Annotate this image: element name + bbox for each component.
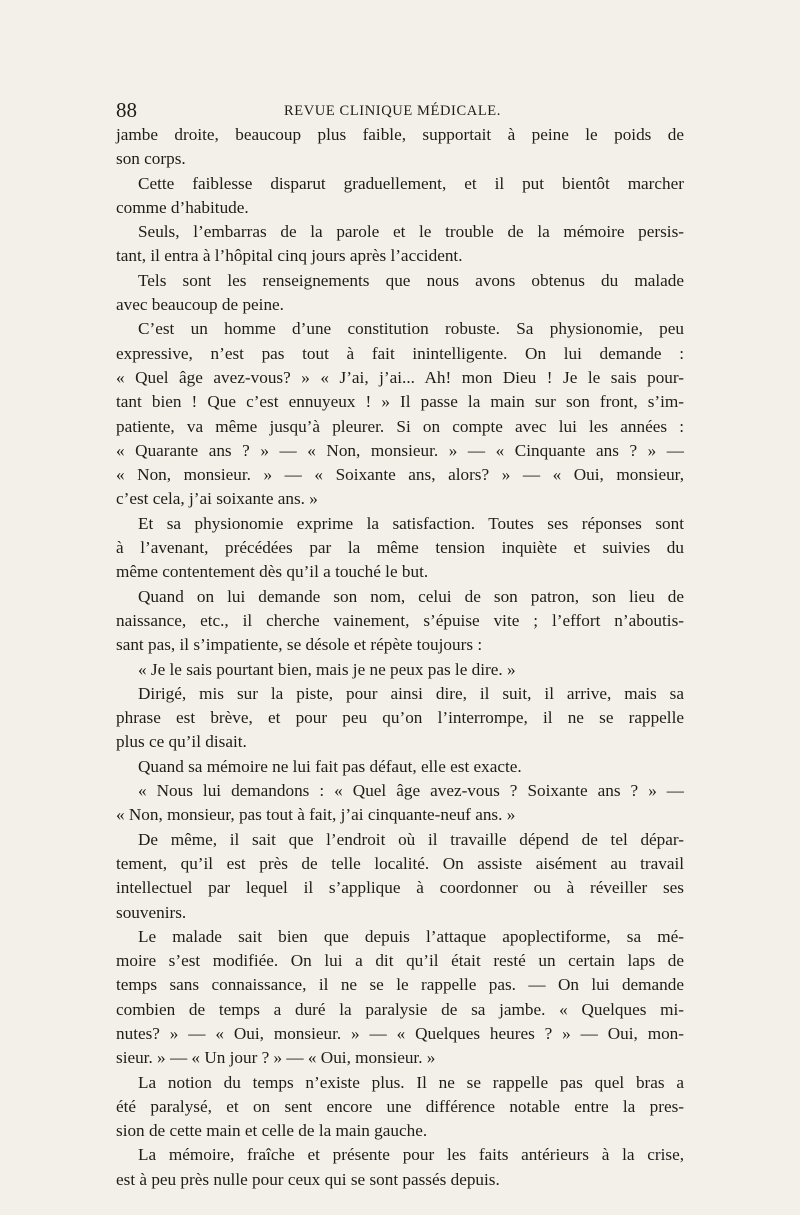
running-title: REVUE CLINIQUE MÉDICALE. [284, 103, 501, 119]
text-line: Dirigé, mis sur la piste, pour ainsi dire, il suit, il arrive, mais sa [138, 683, 684, 703]
text-line: De même, il sait que l’endroit où il travaille dépend de tel dépar- [138, 829, 684, 849]
text-line: moire s’est modifiée. On lui a dit qu’il était resté un certain laps de [116, 951, 684, 971]
text-line: Quand sa mémoire ne lui fait pas défaut, elle est exacte. [138, 756, 522, 776]
text-line: « Nous lui demandons : « Quel âge avez-vous ? Soixante ans ? » — [138, 781, 684, 801]
text-line: « Non, monsieur, pas tout à fait, j’ai cinquante-neuf ans. » [116, 805, 516, 825]
text-line: souvenirs. [116, 902, 187, 922]
text-line: intellectuel par lequel il s’applique à coordonner ou à réveiller ses [116, 878, 684, 898]
text-line: sion de cette main et celle de la main gauche. [116, 1121, 428, 1141]
body-text [116, 123, 684, 1192]
text-line: La mémoire, fraîche et présente pour les faits antérieurs à la crise, [138, 1145, 684, 1165]
text-line: comme d’habitude. [116, 197, 249, 217]
text-line: Seuls, l’embarras de la parole et le trouble de la mémoire persis- [138, 222, 684, 242]
text-line: La notion du temps n’existe plus. Il ne se rappelle pas quel bras a [138, 1072, 684, 1092]
text-line: jambe droite, beaucoup plus faible, supportait à peine le poids de [116, 125, 684, 144]
text-line: plus ce qu’il disait. [116, 732, 247, 752]
text-line: Cette faiblesse disparut graduellement, et il put bientôt marcher [138, 173, 684, 193]
text-line: à l’avenant, précédées par la même tension inquiète et suivies du [116, 538, 684, 558]
text-line: Et sa physionomie exprime la satisfaction. Toutes ses réponses sont [138, 513, 684, 533]
text-line: « Quarante ans ? » — « Non, monsieur. » — « Cinquante ans ? » — [116, 440, 684, 460]
text-line: c’est cela, j’ai soixante ans. » [116, 489, 318, 509]
text-line: sieur. » — « Un jour ? » — « Oui, monsieur. » [116, 1048, 436, 1068]
text-line: C’est un homme d’une constitution robuste. Sa physionomie, peu [138, 319, 684, 339]
text-line: expressive, n’est pas tout à fait inintelligente. On lui demande : [116, 343, 684, 363]
text-line: temps sans connaissance, il ne se le rappelle pas. — On lui demande [116, 975, 684, 995]
text-line: patiente, va même jusqu’à pleurer. Si on compte avec lui les années : [116, 416, 684, 436]
text-line: « Quel âge avez-vous? » « J’ai, j’ai... Ah! mon Dieu ! Je le sais pour- [116, 367, 684, 387]
text-line: « Je le sais pourtant bien, mais je ne peux pas le dire. » [138, 659, 516, 679]
text-line: même contentement dès qu’il a touché le but. [116, 562, 429, 582]
text-line: été paralysé, et on sent encore une différence notable entre la pres- [116, 1096, 684, 1116]
page-number: 88 [116, 98, 137, 122]
text-line: tant, il entra à l’hôpital cinq jours après l’accident. [116, 246, 463, 266]
text-line: Tels sont les renseignements que nous avons obtenus du malade [138, 270, 684, 290]
text-line: est à peu près nulle pour ceux qui se sont passés depuis. [116, 1169, 500, 1189]
text-line: combien de temps a duré la paralysie de sa jambe. « Quelques mi- [116, 999, 684, 1019]
text-line: son corps. [116, 149, 186, 169]
text-line: Le malade sait bien que depuis l’attaque apoplectiforme, sa mé- [138, 926, 684, 946]
text-line: Quand on lui demande son nom, celui de son patron, son lieu de [138, 586, 684, 606]
text-line: phrase est brève, et pour peu qu’on l’interrompe, il ne se rappelle [116, 708, 684, 728]
text-line: naissance, etc., il cherche vainement, s’épuise vite ; l’effort n’aboutis- [116, 610, 684, 630]
text-line: tement, qu’il est près de telle localité. On assiste aisément au travail [116, 853, 684, 873]
text-line: tant bien ! Que c’est ennuyeux ! » Il passe la main sur son front, s’im- [116, 392, 684, 412]
text-line: nutes? » — « Oui, monsieur. » — « Quelques heures ? » — Oui, mon- [116, 1023, 684, 1043]
text-line: sant pas, il s’impatiente, se désole et répète toujours : [116, 635, 483, 655]
page-header [116, 96, 684, 124]
text-line: avec beaucoup de peine. [116, 295, 284, 315]
text-line: « Non, monsieur. » — « Soixante ans, alors? » — « Oui, monsieur, [116, 465, 684, 485]
